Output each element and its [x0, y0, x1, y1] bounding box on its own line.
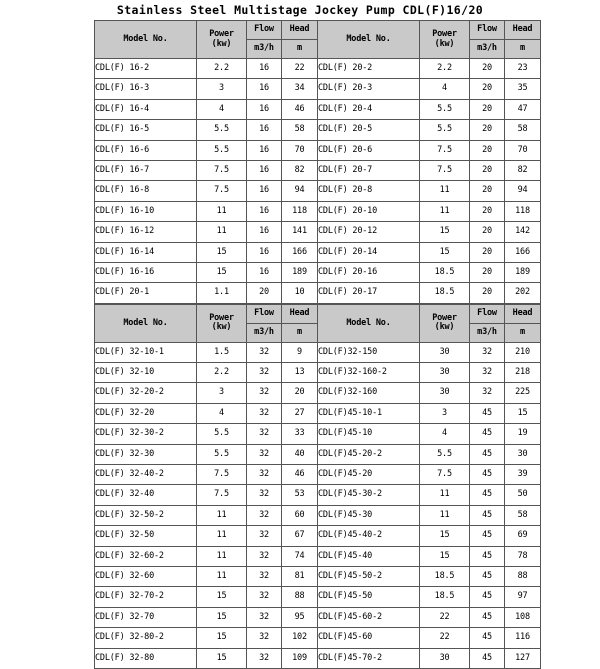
cell-flow: 16: [247, 59, 282, 79]
cell-flow: 45: [470, 505, 505, 525]
cell-power: 18.5: [420, 587, 470, 607]
power-unit: (kw): [211, 322, 232, 333]
cell-model: CDL(F)45-40: [318, 546, 420, 566]
cell-flow: 20: [470, 222, 505, 242]
cell-head: 20: [282, 383, 318, 403]
column-header-flow-right: Flow: [470, 21, 505, 40]
cell-power: 15: [197, 628, 247, 648]
cell-flow: 32: [247, 424, 282, 444]
cell-flow: 20: [470, 99, 505, 119]
table-row: [95, 262, 541, 282]
cell-head: 118: [282, 201, 318, 221]
column-header-head-unit-left: m: [282, 323, 318, 342]
cell-head: 10: [282, 283, 318, 303]
cell-flow: 20: [470, 79, 505, 99]
cell-power: 18.5: [420, 262, 470, 282]
cell-head: 94: [505, 181, 541, 201]
cell-flow: 16: [247, 181, 282, 201]
cell-model: CDL(F) 32-50-2: [95, 505, 197, 525]
cell-head: 81: [282, 566, 318, 586]
column-header-head-unit-right: m: [505, 323, 541, 342]
cell-head: 58: [505, 120, 541, 140]
cell-flow: 45: [470, 648, 505, 668]
cell-flow: 32: [247, 383, 282, 403]
cell-power: 5.5: [197, 444, 247, 464]
cell-model: CDL(F)45-30-2: [318, 485, 420, 505]
cell-power: 30: [420, 383, 470, 403]
cell-head: 70: [505, 140, 541, 160]
column-header-power-left: [197, 21, 247, 59]
table-row: [95, 546, 541, 566]
cell-model: CDL(F) 32-70: [95, 607, 197, 627]
cell-power: 5.5: [197, 424, 247, 444]
table-row: [95, 342, 541, 362]
cell-head: 116: [505, 628, 541, 648]
cell-power: 7.5: [420, 160, 470, 180]
cell-power: 15: [420, 526, 470, 546]
cell-head: 13: [282, 363, 318, 383]
cell-head: 34: [282, 79, 318, 99]
cell-flow: 20: [470, 283, 505, 303]
cell-flow: 20: [470, 201, 505, 221]
cell-flow: 20: [247, 283, 282, 303]
cell-power: 7.5: [420, 140, 470, 160]
cell-flow: 16: [247, 160, 282, 180]
cell-flow: 16: [247, 120, 282, 140]
table-header: [95, 21, 541, 59]
cell-power: 2.2: [197, 363, 247, 383]
cell-model: CDL(F) 20-16: [318, 262, 420, 282]
cell-head: 97: [505, 587, 541, 607]
cell-flow: 45: [470, 526, 505, 546]
cell-flow: 20: [470, 262, 505, 282]
cell-model: CDL(F) 32-80-2: [95, 628, 197, 648]
cell-flow: 45: [470, 465, 505, 485]
table-header: [95, 304, 541, 342]
cell-head: 210: [505, 342, 541, 362]
column-header-model-right: Model No.: [318, 21, 420, 59]
cell-power: 30: [420, 363, 470, 383]
header-row-labels: [95, 21, 541, 40]
cell-flow: 45: [470, 485, 505, 505]
cell-model: CDL(F) 20-7: [318, 160, 420, 180]
table-row: [95, 79, 541, 99]
cell-model: CDL(F)45-20: [318, 465, 420, 485]
cell-head: 142: [505, 222, 541, 242]
cell-model: CDL(F) 32-30: [95, 444, 197, 464]
cell-power: 22: [420, 607, 470, 627]
cell-flow: 45: [470, 628, 505, 648]
cell-power: 3: [197, 383, 247, 403]
cell-flow: 32: [247, 607, 282, 627]
cell-head: 58: [505, 505, 541, 525]
cell-model: CDL(F) 20-8: [318, 181, 420, 201]
cell-model: CDL(F) 20-1: [95, 283, 197, 303]
cell-model: CDL(F) 16-3: [95, 79, 197, 99]
cell-flow: 45: [470, 424, 505, 444]
cell-power: 15: [197, 262, 247, 282]
cell-flow: 16: [247, 99, 282, 119]
cell-model: CDL(F)45-10-1: [318, 403, 420, 423]
cell-flow: 32: [247, 465, 282, 485]
column-header-flow-left: Flow: [247, 304, 282, 323]
cell-power: 11: [197, 505, 247, 525]
cell-power: 15: [197, 648, 247, 668]
column-header-power-left: [197, 304, 247, 342]
cell-head: 46: [282, 465, 318, 485]
cell-head: 166: [282, 242, 318, 262]
cell-power: 18.5: [420, 566, 470, 586]
cell-model: CDL(F) 16-2: [95, 59, 197, 79]
cell-flow: 32: [247, 485, 282, 505]
cell-model: CDL(F) 16-16: [95, 262, 197, 282]
cell-model: CDL(F) 32-40: [95, 485, 197, 505]
cell-model: CDL(F)45-10: [318, 424, 420, 444]
cell-model: CDL(F)45-70-2: [318, 648, 420, 668]
cell-model: CDL(F) 20-5: [318, 120, 420, 140]
cell-head: 88: [282, 587, 318, 607]
table-row: [95, 283, 541, 303]
cell-model: CDL(F) 32-20-2: [95, 383, 197, 403]
spec-tables-container: [94, 20, 533, 669]
table-row: [95, 140, 541, 160]
spec-table: [94, 20, 541, 304]
cell-model: CDL(F) 20-17: [318, 283, 420, 303]
cell-model: CDL(F)45-60: [318, 628, 420, 648]
cell-flow: 32: [470, 363, 505, 383]
page-title: Stainless Steel Multistage Jockey Pump CDL(F)16/20: [116, 3, 484, 17]
cell-head: 67: [282, 526, 318, 546]
cell-flow: 32: [247, 505, 282, 525]
cell-model: CDL(F) 32-80: [95, 648, 197, 668]
table-row: [95, 424, 541, 444]
cell-power: 11: [197, 526, 247, 546]
table-row: [95, 526, 541, 546]
table-row: [95, 566, 541, 586]
power-label: Power: [432, 29, 457, 40]
column-header-flow-unit-right: m3/h: [470, 40, 505, 59]
table-row: [95, 465, 541, 485]
cell-flow: 32: [247, 566, 282, 586]
cell-flow: 32: [470, 342, 505, 362]
cell-power: 3: [420, 403, 470, 423]
cell-flow: 16: [247, 262, 282, 282]
cell-model: CDL(F) 32-10-1: [95, 342, 197, 362]
cell-model: CDL(F) 20-4: [318, 99, 420, 119]
cell-power: 11: [197, 222, 247, 242]
cell-power: 7.5: [197, 181, 247, 201]
cell-power: 11: [420, 181, 470, 201]
cell-flow: 20: [470, 181, 505, 201]
cell-head: 33: [282, 424, 318, 444]
cell-power: 15: [197, 607, 247, 627]
cell-power: 3: [197, 79, 247, 99]
cell-head: 127: [505, 648, 541, 668]
cell-flow: 16: [247, 222, 282, 242]
cell-model: CDL(F) 32-30-2: [95, 424, 197, 444]
cell-model: CDL(F) 20-2: [318, 59, 420, 79]
cell-model: CDL(F)32-160-2: [318, 363, 420, 383]
cell-model: CDL(F) 20-12: [318, 222, 420, 242]
cell-head: 74: [282, 546, 318, 566]
cell-head: 225: [505, 383, 541, 403]
cell-flow: 32: [247, 628, 282, 648]
cell-flow: 32: [247, 587, 282, 607]
cell-head: 82: [282, 160, 318, 180]
column-header-model-left: Model No.: [95, 304, 197, 342]
cell-flow: 45: [470, 566, 505, 586]
cell-model: CDL(F) 20-14: [318, 242, 420, 262]
cell-head: 22: [282, 59, 318, 79]
cell-flow: 20: [470, 242, 505, 262]
cell-power: 15: [197, 587, 247, 607]
table-row: [95, 485, 541, 505]
column-header-head-right: Head: [505, 304, 541, 323]
cell-power: 4: [197, 403, 247, 423]
cell-flow: 20: [470, 140, 505, 160]
cell-flow: 45: [470, 403, 505, 423]
cell-power: 30: [420, 648, 470, 668]
cell-flow: 45: [470, 587, 505, 607]
cell-model: CDL(F) 32-70-2: [95, 587, 197, 607]
cell-model: CDL(F) 16-6: [95, 140, 197, 160]
column-header-model-left: Model No.: [95, 21, 197, 59]
cell-power: 18.5: [420, 283, 470, 303]
cell-power: 11: [420, 485, 470, 505]
cell-flow: 16: [247, 79, 282, 99]
cell-head: 202: [505, 283, 541, 303]
cell-model: CDL(F)45-50: [318, 587, 420, 607]
table-row: [95, 201, 541, 221]
cell-head: 118: [505, 201, 541, 221]
cell-power: 11: [197, 201, 247, 221]
cell-model: CDL(F)45-20-2: [318, 444, 420, 464]
cell-flow: 32: [247, 342, 282, 362]
cell-head: 141: [282, 222, 318, 242]
cell-power: 5.5: [420, 120, 470, 140]
column-header-flow-unit-left: m3/h: [247, 40, 282, 59]
cell-flow: 32: [247, 403, 282, 423]
table-row: [95, 99, 541, 119]
cell-power: 15: [420, 242, 470, 262]
cell-head: 46: [282, 99, 318, 119]
cell-head: 30: [505, 444, 541, 464]
cell-power: 30: [420, 342, 470, 362]
cell-power: 7.5: [197, 160, 247, 180]
cell-power: 15: [420, 222, 470, 242]
power-label: Power: [209, 29, 234, 40]
cell-head: 39: [505, 465, 541, 485]
cell-head: 69: [505, 526, 541, 546]
cell-model: CDL(F) 16-14: [95, 242, 197, 262]
cell-model: CDL(F) 32-60-2: [95, 546, 197, 566]
cell-model: CDL(F) 20-6: [318, 140, 420, 160]
cell-head: 88: [505, 566, 541, 586]
cell-head: 50: [505, 485, 541, 505]
column-header-flow-unit-left: m3/h: [247, 323, 282, 342]
cell-model: CDL(F) 16-12: [95, 222, 197, 242]
cell-model: CDL(F)32-150: [318, 342, 420, 362]
cell-flow: 45: [470, 607, 505, 627]
table-row: [95, 628, 541, 648]
cell-power: 15: [420, 546, 470, 566]
table-row: [95, 648, 541, 668]
cell-power: 2.2: [197, 59, 247, 79]
cell-power: 1.1: [197, 283, 247, 303]
cell-head: 166: [505, 242, 541, 262]
cell-flow: 32: [247, 648, 282, 668]
column-header-flow-right: Flow: [470, 304, 505, 323]
cell-power: 5.5: [420, 99, 470, 119]
cell-power: 5.5: [420, 444, 470, 464]
spec-table: [94, 304, 541, 669]
cell-head: 47: [505, 99, 541, 119]
table-row: [95, 444, 541, 464]
cell-power: 4: [420, 79, 470, 99]
cell-power: 5.5: [197, 140, 247, 160]
cell-head: 15: [505, 403, 541, 423]
cell-head: 19: [505, 424, 541, 444]
cell-model: CDL(F)45-40-2: [318, 526, 420, 546]
cell-model: CDL(F) 16-5: [95, 120, 197, 140]
cell-head: 189: [282, 262, 318, 282]
cell-power: 4: [197, 99, 247, 119]
table-row: [95, 587, 541, 607]
cell-power: 7.5: [197, 485, 247, 505]
table-row: [95, 607, 541, 627]
table-row: [95, 181, 541, 201]
table-body: [95, 342, 541, 668]
cell-power: 22: [420, 628, 470, 648]
table-row: [95, 363, 541, 383]
power-label: Power: [209, 312, 234, 323]
table-row: [95, 505, 541, 525]
cell-power: 4: [420, 424, 470, 444]
cell-model: CDL(F)45-50-2: [318, 566, 420, 586]
table-row: [95, 59, 541, 79]
power-label: Power: [432, 312, 457, 323]
cell-flow: 16: [247, 242, 282, 262]
cell-model: CDL(F)45-60-2: [318, 607, 420, 627]
cell-head: 82: [505, 160, 541, 180]
cell-head: 60: [282, 505, 318, 525]
table-body: [95, 59, 541, 304]
cell-power: 11: [420, 505, 470, 525]
column-header-power-right: [420, 21, 470, 59]
table-row: [95, 120, 541, 140]
cell-head: 102: [282, 628, 318, 648]
cell-model: CDL(F) 32-10: [95, 363, 197, 383]
cell-power: 11: [420, 201, 470, 221]
column-header-head-unit-right: m: [505, 40, 541, 59]
cell-head: 35: [505, 79, 541, 99]
cell-model: CDL(F) 20-3: [318, 79, 420, 99]
cell-power: 1.5: [197, 342, 247, 362]
cell-head: 108: [505, 607, 541, 627]
cell-flow: 32: [247, 546, 282, 566]
column-header-power-right: [420, 304, 470, 342]
table-row: [95, 242, 541, 262]
cell-head: 218: [505, 363, 541, 383]
cell-flow: 45: [470, 546, 505, 566]
cell-model: CDL(F) 20-10: [318, 201, 420, 221]
cell-head: 109: [282, 648, 318, 668]
cell-flow: 20: [470, 59, 505, 79]
cell-head: 95: [282, 607, 318, 627]
cell-power: 7.5: [420, 465, 470, 485]
cell-flow: 20: [470, 160, 505, 180]
power-unit: (kw): [211, 38, 232, 49]
cell-model: CDL(F)32-160: [318, 383, 420, 403]
cell-model: CDL(F) 32-20: [95, 403, 197, 423]
cell-power: 11: [197, 566, 247, 586]
cell-head: 94: [282, 181, 318, 201]
cell-flow: 32: [247, 363, 282, 383]
cell-head: 9: [282, 342, 318, 362]
cell-model: CDL(F) 16-10: [95, 201, 197, 221]
table-row: [95, 222, 541, 242]
cell-head: 27: [282, 403, 318, 423]
cell-flow: 20: [470, 120, 505, 140]
cell-flow: 16: [247, 201, 282, 221]
cell-flow: 45: [470, 444, 505, 464]
cell-model: CDL(F) 16-4: [95, 99, 197, 119]
cell-flow: 32: [247, 444, 282, 464]
column-header-model-right: Model No.: [318, 304, 420, 342]
cell-head: 40: [282, 444, 318, 464]
cell-flow: 32: [470, 383, 505, 403]
cell-head: 70: [282, 140, 318, 160]
table-row: [95, 383, 541, 403]
cell-model: CDL(F) 32-60: [95, 566, 197, 586]
power-unit: (kw): [434, 38, 455, 49]
column-header-head-left: Head: [282, 21, 318, 40]
cell-flow: 32: [247, 526, 282, 546]
column-header-head-unit-left: m: [282, 40, 318, 59]
cell-model: CDL(F) 16-7: [95, 160, 197, 180]
column-header-head-left: Head: [282, 304, 318, 323]
cell-power: 2.2: [420, 59, 470, 79]
cell-flow: 16: [247, 140, 282, 160]
cell-model: CDL(F) 16-8: [95, 181, 197, 201]
cell-power: 15: [197, 242, 247, 262]
column-header-head-right: Head: [505, 21, 541, 40]
header-row-labels: [95, 304, 541, 323]
cell-head: 58: [282, 120, 318, 140]
cell-head: 53: [282, 485, 318, 505]
table-row: [95, 403, 541, 423]
cell-power: 11: [197, 546, 247, 566]
column-header-flow-unit-right: m3/h: [470, 323, 505, 342]
table-row: [95, 160, 541, 180]
column-header-flow-left: Flow: [247, 21, 282, 40]
cell-power: 7.5: [197, 465, 247, 485]
cell-model: CDL(F)45-30: [318, 505, 420, 525]
cell-power: 5.5: [197, 120, 247, 140]
cell-head: 78: [505, 546, 541, 566]
power-unit: (kw): [434, 322, 455, 333]
cell-head: 23: [505, 59, 541, 79]
cell-head: 189: [505, 262, 541, 282]
cell-model: CDL(F) 32-40-2: [95, 465, 197, 485]
cell-model: CDL(F) 32-50: [95, 526, 197, 546]
